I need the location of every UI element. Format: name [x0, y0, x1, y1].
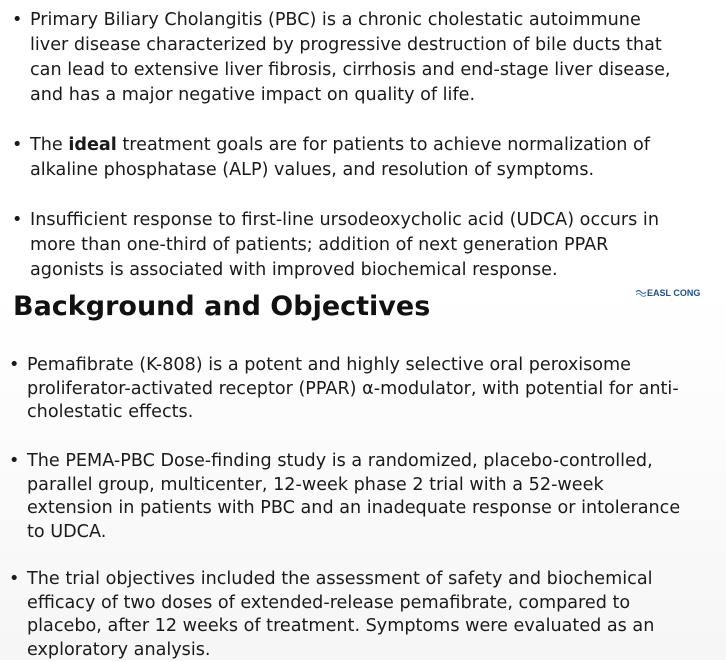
bullet-line: to UDCA.: [27, 521, 680, 545]
section-heading: Background and Objectives: [13, 289, 430, 325]
bullet-text-after: treatment goals are for patients to achieve normalization of: [117, 135, 650, 155]
bullet-line: cholestatic effects.: [27, 401, 679, 425]
bullet-line: Primary Biliary Cholangitis (PBC) is a chronic cholestatic autoimmune: [30, 8, 671, 33]
bullet-line: [30, 133, 650, 158]
bullet-dot: •: [9, 568, 23, 592]
intro-bullet-goals: [12, 133, 650, 183]
emphasis-ideal: ideal: [68, 135, 116, 155]
bullet-line: The PEMA-PBC Dose-finding study is a randomized, placebo-controlled,: [27, 450, 680, 474]
bullet-dot: •: [9, 450, 23, 474]
bullet-line: more than one-third of patients; addition of next generation PPAR: [30, 233, 659, 258]
easl-wave-icon: [636, 289, 647, 297]
bullet-line: liver disease characterized by progressive destruction of bile ducts that: [30, 33, 671, 58]
bullet-line: agonists is associated with improved biochemical response.: [30, 258, 659, 283]
objective-bullet-trial-objectives: [9, 568, 654, 662]
bullet-dot: •: [12, 133, 26, 158]
bullet-line: placebo, after 12 weeks of treatment. Symptoms were evaluated as an: [27, 615, 654, 639]
objective-bullet-study-design: [9, 450, 680, 544]
intro-bullet-udca: [12, 208, 659, 283]
bullet-line: alkaline phosphatase (ALP) values, and resolution of symptoms.: [30, 158, 650, 183]
bullet-line: exploratory analysis.: [27, 639, 654, 662]
easl-congress-logo: [636, 287, 702, 307]
bullet-line: Insufficient response to first-line ursodeoxycholic acid (UDCA) occurs in: [30, 208, 659, 233]
bullet-dot: •: [12, 8, 26, 33]
bullet-line: proliferator-activated receptor (PPAR) α-modulator, with potential for anti-: [27, 378, 679, 402]
bullet-line: efficacy of two doses of extended-release pemafibrate, compared to: [27, 592, 654, 616]
objective-bullet-pemafibrate: [9, 354, 679, 425]
bullet-line: The trial objectives included the assessment of safety and biochemical: [27, 568, 654, 592]
bullet-line: can lead to extensive liver fibrosis, cirrhosis and end-stage liver disease,: [30, 58, 671, 83]
bullet-line: parallel group, multicenter, 12-week phase 2 trial with a 52-week: [27, 474, 680, 498]
logo-subtext: ...: [670, 298, 673, 302]
bullet-line: extension in patients with PBC and an inadequate response or intolerance: [27, 497, 680, 521]
bullet-dot: •: [12, 208, 26, 233]
bullet-line: and has a major negative impact on quality of life.: [30, 83, 671, 108]
bullet-text-before: The: [30, 135, 68, 155]
bullet-line: Pemafibrate (K-808) is a potent and highly selective oral peroxisome: [27, 354, 679, 378]
logo-text: EASL CONG: [647, 288, 700, 298]
bullet-dot: •: [9, 354, 23, 378]
intro-bullet-pbc: [12, 8, 671, 108]
